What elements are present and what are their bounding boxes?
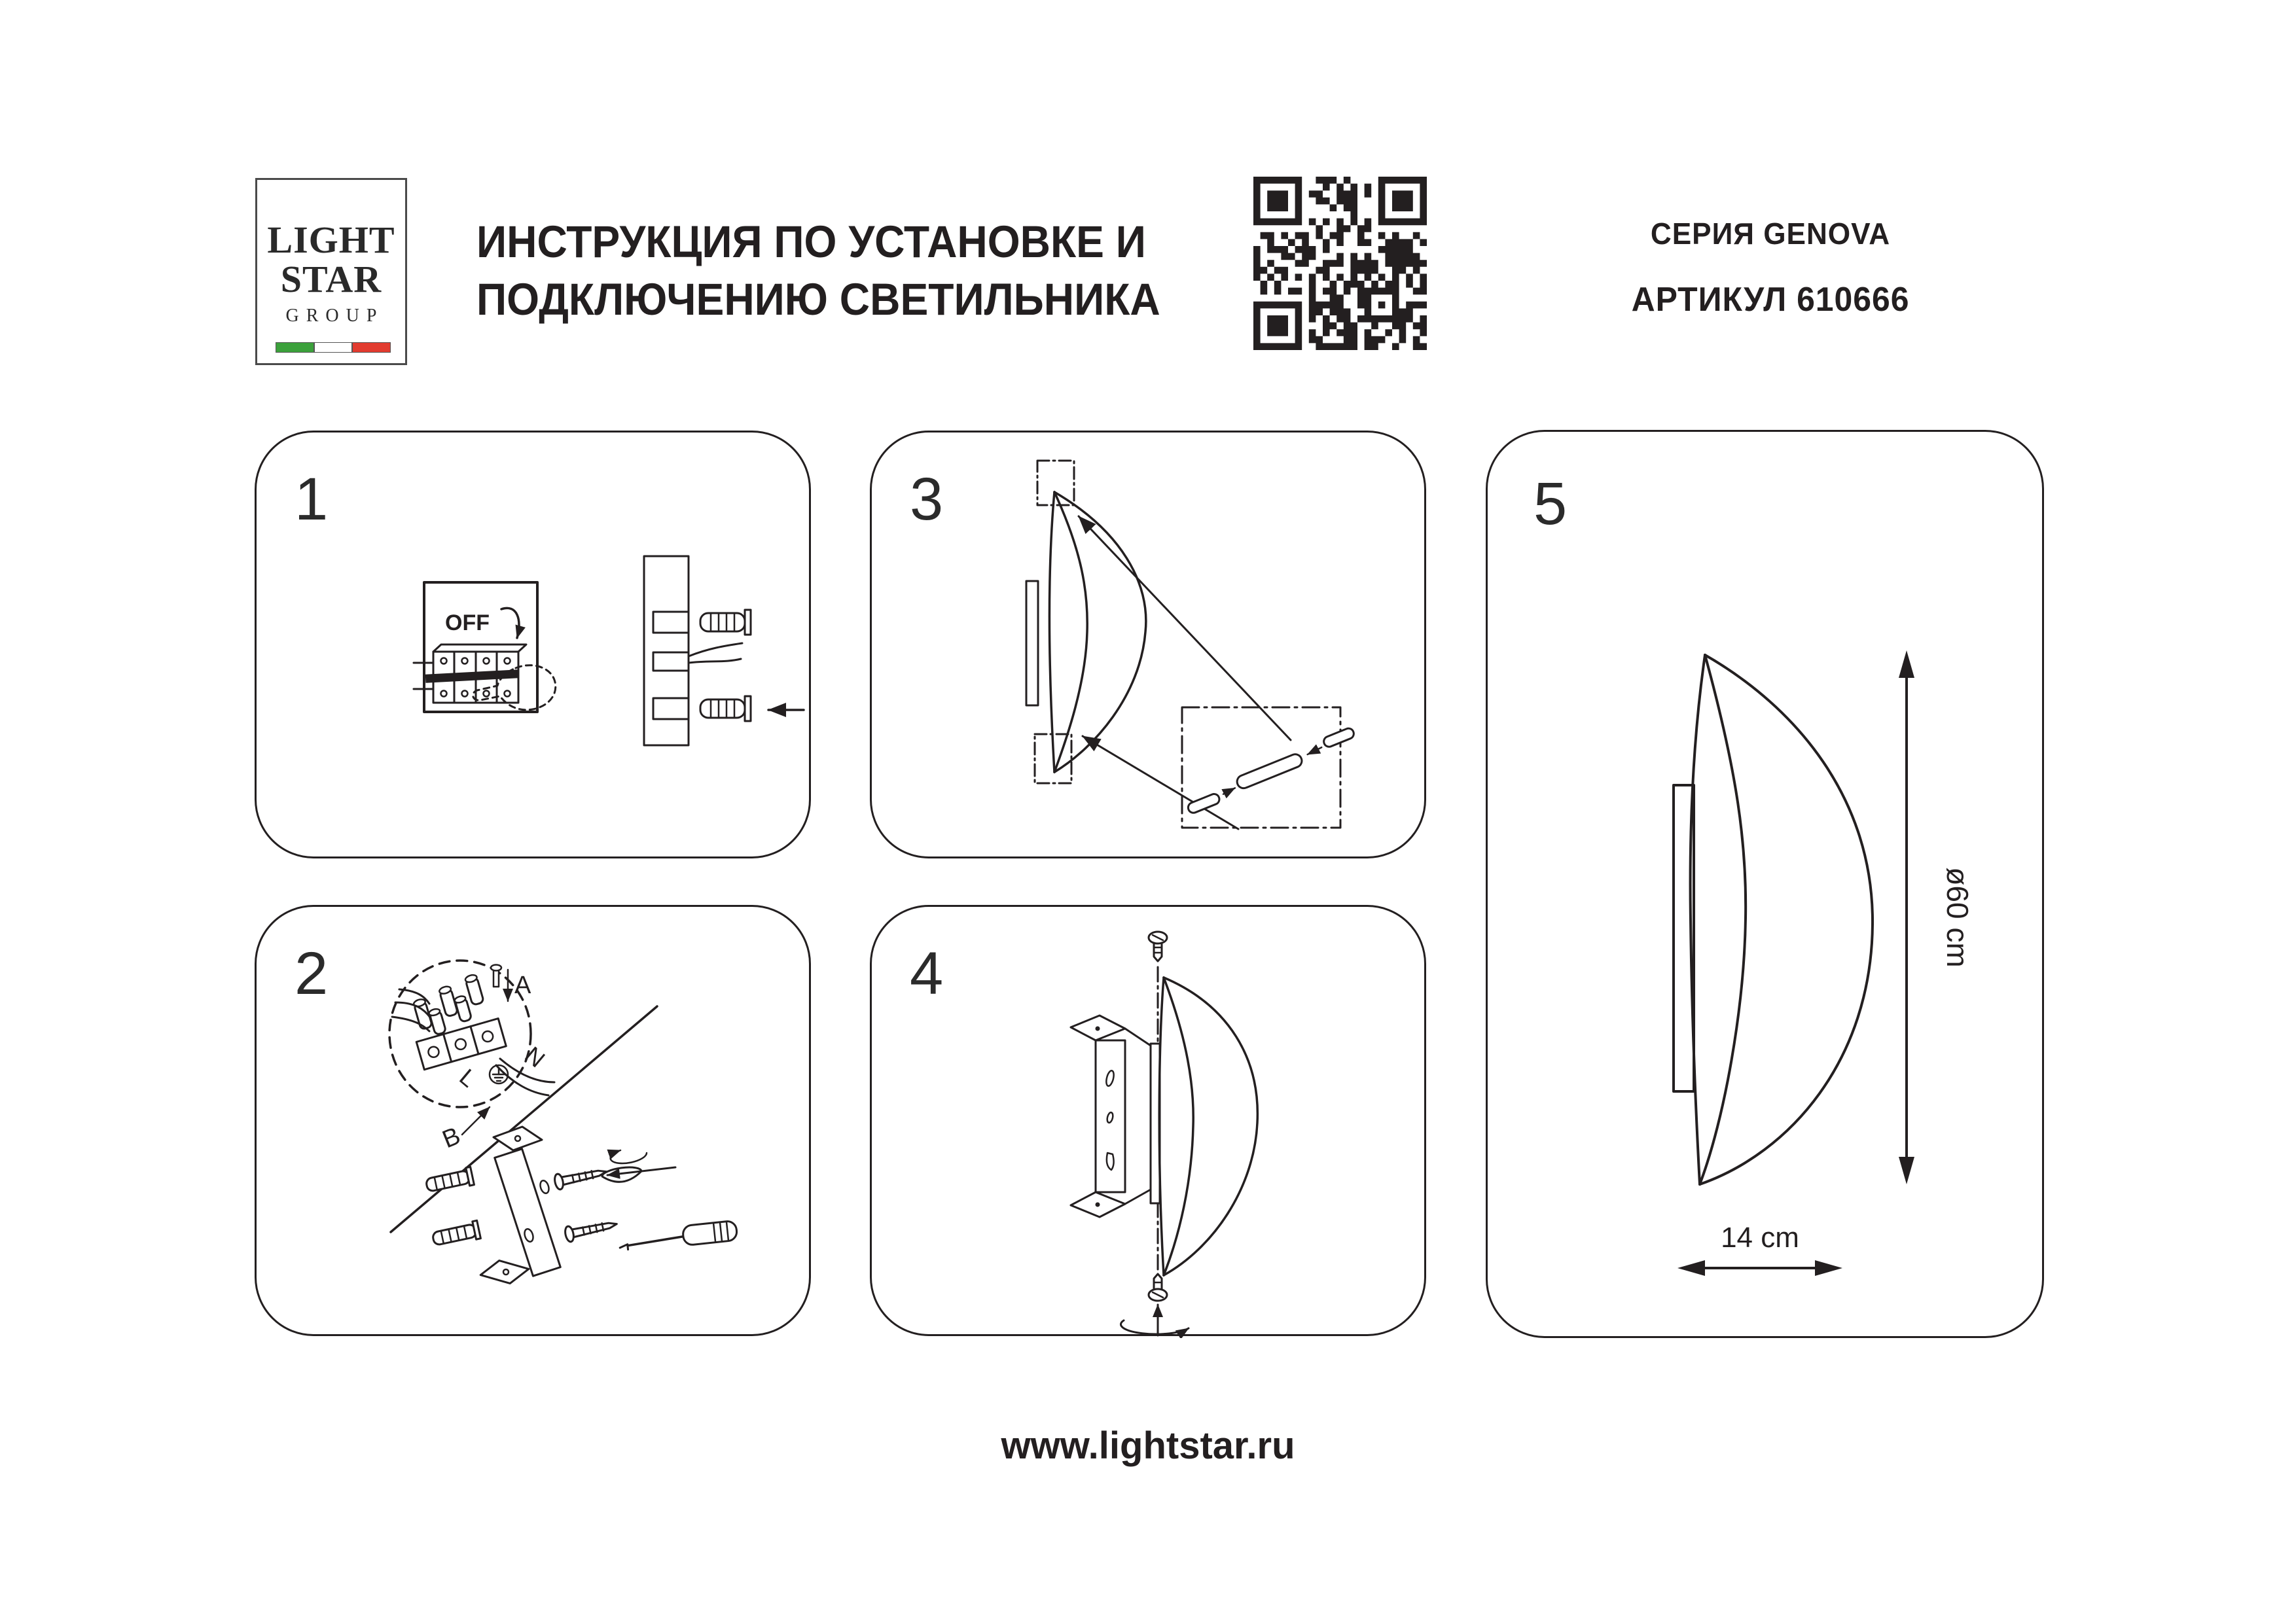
earth-symbol-icon: [490, 1065, 508, 1084]
depth-dimension: [1677, 1222, 1842, 1276]
screwdriver-icon: [619, 1220, 738, 1252]
screw-small: [491, 965, 501, 987]
step-4-drawing-fix-with-screws: [872, 907, 1428, 1338]
screw: [554, 1164, 608, 1190]
step-3-number: 3: [910, 466, 944, 533]
step-5-panel: [1486, 430, 2044, 1338]
lamp-profile: [1151, 978, 1257, 1275]
website-url: www.lightstar.ru: [1001, 1424, 1295, 1467]
circuit-breaker: [414, 644, 526, 703]
logo-star: STAR: [280, 258, 382, 300]
page-title: [476, 213, 1262, 328]
wall-plate: [1026, 581, 1038, 705]
attach-point-top-box: [1037, 461, 1074, 505]
product-info: [1558, 216, 1983, 319]
flag-green: [276, 342, 314, 353]
flag-white: [314, 342, 353, 353]
wall-plug-anchor: [700, 696, 751, 721]
label-n: N: [520, 1041, 550, 1073]
screw: [564, 1216, 619, 1243]
off-arrow-icon: [501, 608, 519, 638]
step-2-drawing-wiring-and-bracket: [257, 907, 813, 1338]
series-label: СЕРИЯ GENOVA: [1650, 217, 1891, 251]
lightstar-logo: [255, 178, 407, 365]
title-line-1: ИНСТРУКЦИЯ ПО УСТАНОВКЕ И: [476, 217, 1146, 267]
step-4-panel: [870, 905, 1426, 1336]
wall-plug-anchor: [700, 610, 751, 635]
rotate-arrow-icon: [611, 1150, 647, 1163]
wall-plug-anchor: [425, 1167, 474, 1194]
lamp-profile: [1026, 492, 1146, 772]
wire: [689, 643, 742, 656]
wire: [689, 659, 741, 663]
step-4-number: 4: [910, 940, 944, 1007]
depth-label: 14 cm: [1721, 1222, 1799, 1254]
wall-plug-anchor: [431, 1220, 480, 1248]
label-l: L: [454, 1063, 482, 1093]
diameter-dimension: [1899, 650, 1975, 1184]
flag-red: [352, 342, 391, 353]
label-a: A: [514, 972, 531, 999]
diameter-label: ø60 cm: [1941, 867, 1975, 968]
article-label: АРТИКУЛ 610666: [1631, 281, 1910, 319]
step-1-panel: [255, 431, 811, 858]
leader-arrow-bottom: [1083, 736, 1238, 829]
rotate-arrow-icon: [1121, 1320, 1189, 1334]
step-3-panel: [870, 431, 1426, 858]
logo-group: GROUP: [285, 306, 384, 326]
screw-bottom: [1149, 1274, 1167, 1301]
arrow-b-icon: [462, 1107, 490, 1135]
pin-connectors: [1183, 727, 1359, 815]
off-label: OFF: [445, 610, 490, 635]
step-5-drawing-dimensions: [1488, 432, 2046, 1340]
step-2-number: 2: [295, 940, 329, 1007]
step-2-panel: [255, 905, 811, 1336]
step-3-drawing-hook-lamp-on-bracket: [872, 432, 1428, 860]
lamp-profile: [1674, 655, 1873, 1184]
label-b: B: [439, 1121, 465, 1154]
mounting-bracket: [1071, 1015, 1151, 1217]
screw-top: [1149, 932, 1167, 961]
logo-light: LIGHT: [267, 219, 395, 261]
canopy-washer: [602, 1150, 675, 1182]
step-5-number: 5: [1534, 470, 1568, 537]
step-1-number: 1: [295, 466, 329, 533]
terminal-block: [403, 971, 507, 1069]
step-1-drawing-power-off-and-wall-holes: [257, 432, 813, 860]
qr-code-icon: [1253, 177, 1427, 350]
italy-flag-icon: [276, 342, 391, 353]
mounting-bracket: [480, 1127, 560, 1286]
title-line-2: ПОДКЛЮЧЕНИЮ СВЕТИЛЬНИКА: [476, 274, 1160, 325]
